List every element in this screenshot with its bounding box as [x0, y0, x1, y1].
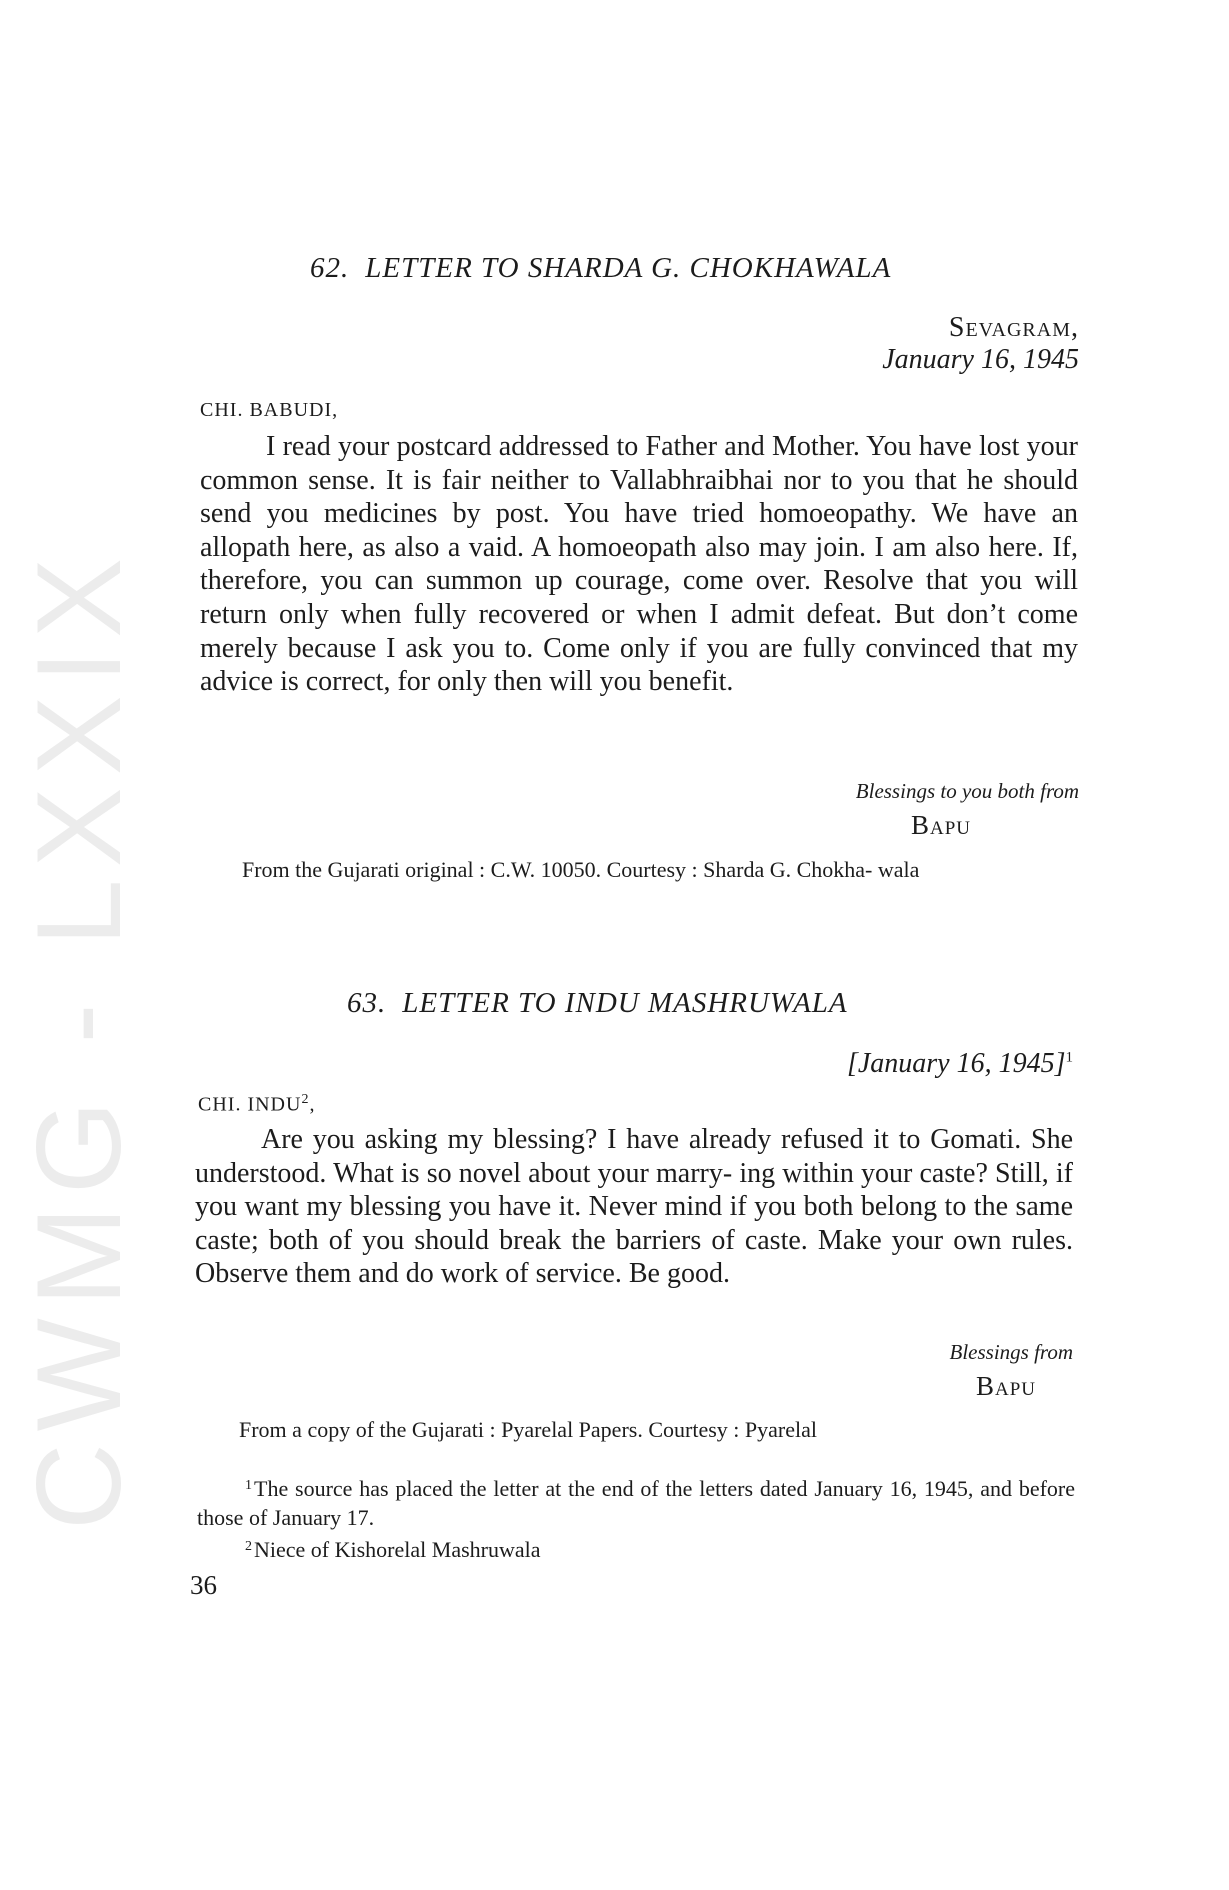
footnote-ref: 2: [301, 1092, 310, 1107]
letter-body: [200, 430, 1078, 699]
letter-title: [347, 987, 848, 1020]
letter-date: [847, 1048, 1073, 1080]
salutation-text: CHI. INDU: [198, 1093, 302, 1116]
letter-salutation: CHI. BABUDI,: [200, 399, 339, 421]
watermark: CWMG - LXXIX: [12, 545, 146, 1530]
letter-source: [200, 852, 1078, 887]
letter-number: 63.: [347, 987, 387, 1019]
letter-salutation: [198, 1092, 315, 1117]
footnote: [197, 1471, 1075, 1532]
letter-number: 62.: [310, 252, 350, 284]
letter-title-text: LETTER TO INDU MASHRUWALA: [402, 987, 848, 1019]
source-text: From a copy of the Gujarati : Pyarelal Papers. Courtesy : Pyarelal: [239, 1417, 817, 1442]
letter-closing: Blessings from: [949, 1340, 1073, 1364]
source-text: From the Gujarati original : C.W. 10050. Courtesy : Sharda G. Chokha- wala: [242, 857, 920, 882]
letter-title-text: LETTER TO SHARDA G. CHOKHAWALA: [365, 252, 892, 284]
footnote-marker: 1: [245, 1478, 252, 1493]
footnotes: [197, 1471, 1075, 1564]
page-number: 36: [190, 1570, 217, 1600]
letter-paragraph: I read your postcard addressed to Father and Mother. You have lost your common sense. It is fair neither to Vallabhraibhai nor to you that he should send you medicines by post. You have tried homoeopathy. We have an allopath here, as also a vaid. A homoeopath also may join. I am also here. If, therefore, you can summon up courage, come over. Resolve that you will return only when fully recovered or when I admit defeat. But don’t come merely because I ask you to. Come only if you are fully convinced that my advice is correct, for only then will you benefit.: [200, 431, 1078, 698]
letter-title: [310, 252, 891, 285]
letter-signature: Bapu: [975, 1371, 1036, 1401]
letter-signature: Bapu: [910, 810, 971, 840]
salutation-suffix: ,: [309, 1093, 316, 1116]
letter-place: Sevagram,: [948, 312, 1079, 343]
footnote: [197, 1532, 1075, 1564]
footnote-text: The source has placed the letter at the end of the letters dated January 16, 1945, and before those of January 17.: [197, 1476, 1075, 1530]
letter-source: [197, 1412, 1075, 1447]
footnote-ref: 1: [1065, 1049, 1073, 1066]
letter-body: [195, 1123, 1073, 1291]
letter-date-text: [January 16, 1945]: [846, 1048, 1066, 1079]
letter-date: January 16, 1945: [882, 344, 1079, 375]
letter-paragraph: Are you asking my blessing? I have already refused it to Gomati. She understood. What is so novel about your marry- ing within your caste? Still, if you want my blessing you have it. Never mind if you both belong to the same caste; both of you should break the barriers of caste. Make your own rules. Observe them and do work of service. Be good.: [195, 1124, 1073, 1290]
footnote-marker: 2: [245, 1539, 252, 1554]
footnote-text: Niece of Kishorelal Mashruwala: [254, 1537, 541, 1562]
letter-closing: Blessings to you both from: [855, 779, 1079, 803]
